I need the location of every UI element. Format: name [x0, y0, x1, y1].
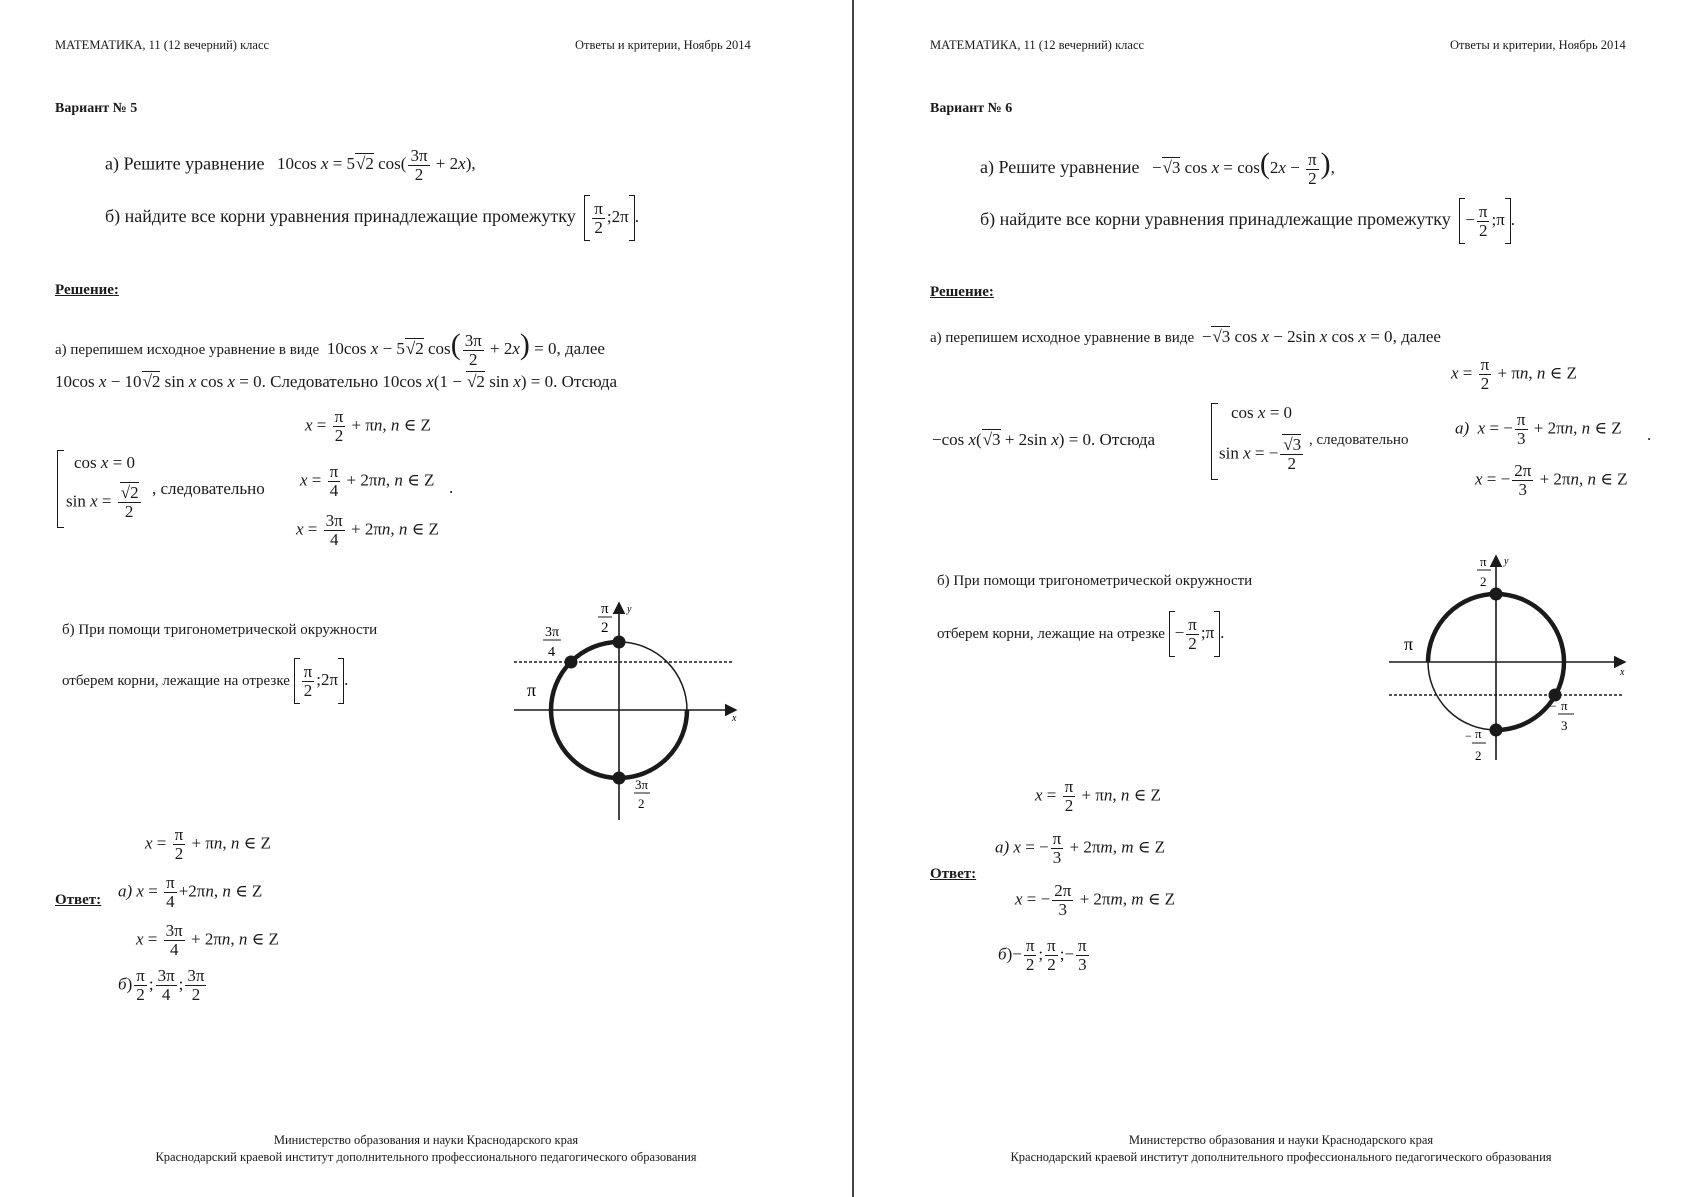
punct-dot: .	[1647, 425, 1652, 444]
solution-line-1-text: а) перепишем исходное уравнение в виде	[55, 342, 320, 358]
label-minus-b: −	[1465, 729, 1472, 743]
page-variant-5	[0, 0, 852, 1197]
solution-line-2: 10cos x − 10√2 sin x cos x = 0. Следовательно 10cos x(1 − √2 sin x) = 0. Отсюда	[55, 372, 618, 391]
label-x: x	[732, 713, 737, 724]
solution-line-1-text: а) перепишем исходное уравнение в виде	[930, 330, 1195, 346]
label-2-b: 2	[1475, 748, 1482, 763]
header-subject: МАТЕМАТИКА, 11 (12 вечерний) класс	[930, 38, 1145, 52]
task-a: а) Решите уравнение 10cos x = 5√2 cos( $\frac{3\pi}{2}$ + 2x),	[105, 146, 476, 184]
answer-label: Ответ:	[930, 866, 977, 882]
header-title: Ответы и критерии, Ноябрь 2014	[1450, 38, 1626, 52]
part-b-line-1: б) При помощи тригонометрической окружности	[937, 573, 1253, 589]
answer-line-3: x = $\frac{3\pi}{4}$ + 2πn, n ∈ Z	[136, 921, 279, 959]
solution-line-1: а) перепишем исходное уравнение в виде −√3 cos x − 2sin x cos x = 0, далее	[930, 327, 1441, 346]
task-a-label: а) Решите уравнение	[980, 157, 1140, 177]
point-3pi-4	[565, 656, 578, 669]
solution-heading: Решение:	[55, 282, 119, 298]
solution-line-1-tail: , далее	[1392, 327, 1441, 346]
answer-label: Ответ:	[55, 892, 102, 908]
selected-arc-top	[1428, 594, 1496, 662]
trig-circle-6	[1385, 550, 1630, 770]
task-b: б) найдите все корни уравнения принадлежащие промежутку − $\frac{\pi}{2}$ ;π .	[980, 198, 1515, 244]
label-pi: π	[1480, 554, 1487, 569]
footer-institute: Краснодарский краевой институт дополнительного профессионального педагогического образования	[155, 1150, 697, 1164]
label-2: 2	[1480, 574, 1487, 589]
part-b-line-1: б) При помощи тригонометрической окружности	[62, 622, 378, 638]
part-b-line-2: отберем корни, лежащие на отрезке − $\frac{\pi}{2}$ ;π .	[937, 611, 1224, 657]
variant-heading: Вариант № 5	[55, 101, 138, 116]
point-minus-pi-2	[1490, 724, 1503, 737]
consequently: , следовательно	[152, 479, 265, 498]
label-3pi-b: 3π	[635, 777, 649, 792]
label-pi-left: π	[527, 680, 537, 700]
root-2: x = $\frac{\pi}{4}$ + 2πn, n ∈ Z	[300, 462, 435, 500]
system-bracket	[57, 450, 64, 528]
header-subject: МАТЕМАТИКА, 11 (12 вечерний) класс	[55, 38, 270, 52]
point-3pi-2	[613, 772, 626, 785]
label-3: 3	[1561, 718, 1568, 733]
solution-line-2-text: . Следовательно	[261, 372, 379, 391]
solution-heading: Решение:	[930, 284, 994, 300]
footer-ministry: Министерство образования и науки Краснодарского края	[1128, 1133, 1434, 1147]
part-b-line-2: отберем корни, лежащие на отрезке $\frac{\pi}{2}$ ;2π .	[62, 658, 348, 704]
solution-line-1: а) перепишем исходное уравнение в виде 10cos x − 5√2 cos( $\frac{3\pi}{2}$ + 2x) = 0, далее	[55, 328, 605, 369]
solution-line-1-tail: , далее	[556, 339, 605, 358]
task-a: а) Решите уравнение −√3 cos x = cos(2x − $\frac{\pi}{2}$ ),	[980, 147, 1335, 188]
punct-dot: .	[449, 478, 454, 497]
answer-line-1: x = $\frac{\pi}{2}$ + πn, n ∈ Z	[145, 825, 271, 863]
root-1: x = $\frac{\pi}{2}$ + πn, n ∈ Z	[305, 407, 431, 445]
point-pi-2	[613, 636, 626, 649]
task-b: б) найдите все корни уравнения принадлежащие промежутку $\frac{\pi}{2}$ ;2π .	[105, 195, 639, 241]
variant-heading: Вариант № 6	[930, 101, 1013, 116]
label-pi: π	[601, 601, 609, 617]
root-1: x = $\frac{\pi}{2}$ + πn, n ∈ Z	[1451, 355, 1577, 393]
label-2-b: 2	[638, 796, 645, 811]
label-y: y	[1504, 556, 1509, 567]
label-pi-b: π	[1475, 726, 1482, 741]
system-eq-2: sin x = $\frac{√2}{2}$	[66, 483, 139, 521]
root-3: x = $\frac{3\pi}{4}$ + 2πn, n ∈ Z	[296, 511, 439, 549]
answer-line-2: а) x = $\frac{\pi}{4}$ +2πn, n ∈ Z	[118, 873, 263, 911]
system-bracket	[1211, 403, 1218, 480]
solution-line-2-text: . Отсюда	[1091, 430, 1156, 449]
trig-circle-5	[510, 595, 740, 825]
header-title: Ответы и критерии, Ноябрь 2014	[575, 38, 751, 52]
root-2: а) x = − $\frac{\pi}{3}$ + 2πn, n ∈ Z	[1455, 410, 1622, 448]
solution-line-2-tail: . Отсюда	[553, 372, 618, 391]
label-x: x	[1620, 667, 1625, 678]
label-minus: −	[1550, 699, 1557, 713]
task-b-label: б) найдите все корни уравнения принадлежащие промежутку	[105, 205, 576, 226]
label-4: 4	[548, 645, 555, 660]
page-divider	[852, 0, 854, 1197]
label-3pi: 3π	[545, 625, 560, 640]
label-2: 2	[601, 620, 609, 636]
label-pi-left: π	[1404, 634, 1414, 654]
task-b-label: б) найдите все корни уравнения принадлежащие промежутку	[980, 208, 1451, 229]
system-eq-1: cos x = 0	[74, 453, 136, 472]
footer-institute: Краснодарский краевой институт дополнительного профессионального педагогического образования	[1010, 1150, 1552, 1164]
answer-line-4: б)− $\frac{\pi}{2}$ ; $\frac{\pi}{2}$ ;− $\frac{\pi}{3}$	[998, 936, 1087, 974]
root-3: x = − $\frac{2\pi}{3}$ + 2πn, n ∈ Z	[1475, 461, 1628, 499]
label-pi-r: π	[1561, 698, 1568, 713]
footer-ministry: Министерство образования и науки Краснодарского края	[273, 1133, 579, 1147]
answer-line-1: x = $\frac{\pi}{2}$ + πn, n ∈ Z	[1035, 777, 1161, 815]
answer-line-4: б) $\frac{\pi}{2}$ ; $\frac{3\pi}{4}$ ; $\frac{3\pi}{2}$	[118, 966, 205, 1004]
system-eq-2: sin x = − $\frac{√3}{2}$	[1219, 435, 1302, 473]
system-eq-1: cos x = 0	[1231, 403, 1293, 422]
consequently: , следовательно	[1309, 432, 1409, 448]
label-y: y	[627, 604, 632, 615]
task-a-label: а) Решите уравнение	[105, 153, 265, 174]
point-pi-2	[1490, 588, 1503, 601]
solution-line-2: −cos x(√3 + 2sin x) = 0. Отсюда	[932, 430, 1156, 449]
page-variant-6	[855, 0, 1706, 1197]
answer-line-2: а) x = − $\frac{\pi}{3}$ + 2πm, m ∈ Z	[995, 829, 1165, 867]
answer-line-3: x = − $\frac{2\pi}{3}$ + 2πm, m ∈ Z	[1015, 881, 1176, 919]
